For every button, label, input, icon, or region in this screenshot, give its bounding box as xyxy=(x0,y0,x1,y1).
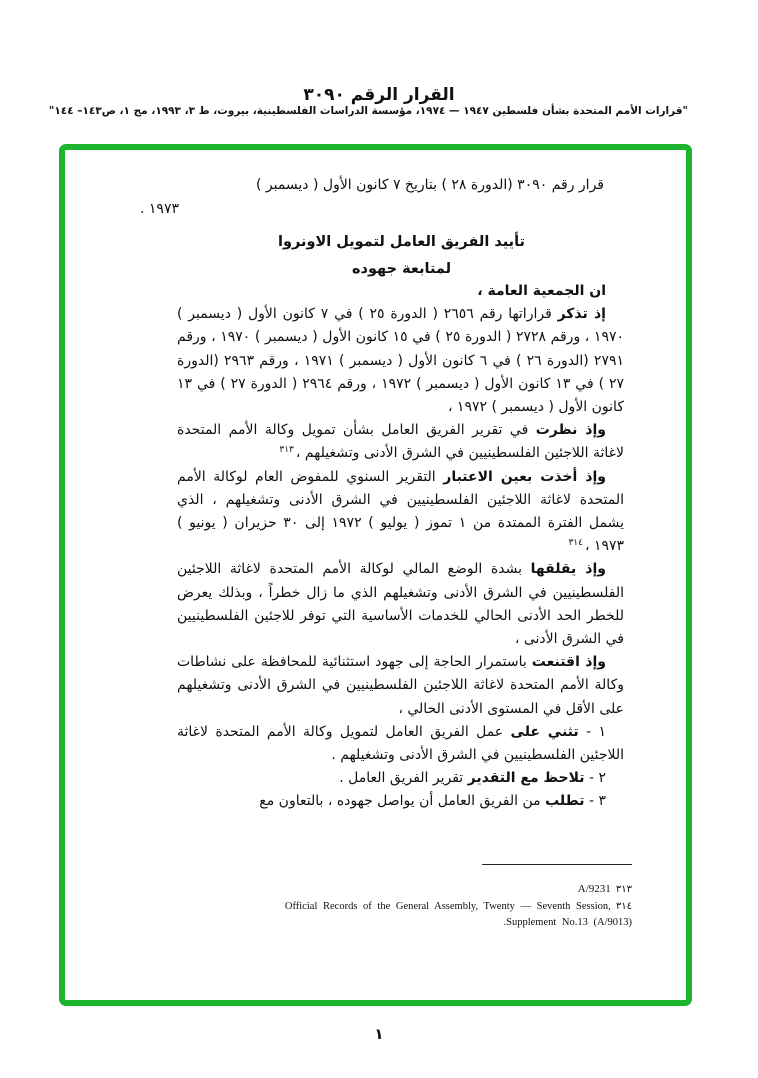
paragraph-lead: تلاحظ مع التقدير xyxy=(467,770,585,787)
footnote-313 xyxy=(282,877,632,896)
footnote-marker: ٣١٤ xyxy=(615,901,632,912)
body-paragraph xyxy=(177,721,624,767)
body-paragraph xyxy=(177,558,624,651)
footnote-separator xyxy=(482,864,632,865)
resolution-title-line1: تأييد الفريق العامل لتمويل الاونروا xyxy=(278,234,525,250)
paragraph-lead: إذ تذكر xyxy=(557,306,606,323)
body-paragraph xyxy=(177,790,624,813)
body-paragraph xyxy=(177,466,624,559)
resolution-heading-line1: قرار رقم ٣٠٩٠ (الدورة ٢٨ ) بتاريخ ٧ كانون الأول ( ديسمبر ) xyxy=(255,177,604,193)
paragraph-lead: وإذ نظرت xyxy=(535,422,606,439)
item-number: ١ - xyxy=(578,723,607,740)
paragraph-text: بشدة الوضع المالي لوكالة الأمم المتحدة لاغاثة اللاجئين الفلسطينيين في الشرق الأدنى وتشغيلهم الذي ما زال خطراً ، وبذلك يعرض للخطر الحد الأدنى الحالي للخدمات الأساسية التي توفر للاجئين الفلسطينيين في الشرق الأدنى ، xyxy=(177,561,624,648)
body-paragraph xyxy=(177,651,624,721)
paragraph-text: عمل الفريق العامل لتمويل وكالة الأمم المتحدة لاغاثة اللاجئين الفلسطينيين في الشرق الأدنى وتشغيلهم . xyxy=(177,723,624,764)
paragraph-lead: وإذ يقلقها xyxy=(530,561,606,578)
paragraph-text: قراراتها رقم ٢٦٥٦ ( الدورة ٢٥ ) في ٧ كانون الأول ( ديسمبر ) ١٩٧٠ ، ورقم ٢٧٢٨ ( الدورة ٢٥ ) في ١٥ كانون الأول ( ديسمبر ) ١٩٧٠ ، ورقم ٢٧٩١ (الدورة ٢٦ ) في ٦ كانون الأول ( ديسمبر ) ١٩٧١ ، ورقم ٢٩٦٣ (الدورة ٢٧ ) في ١٣ كانون الأول ( ديسمبر ) ١٩٧٢ ، ورقم ٢٩٦٤ ( الدورة ٢٧ ) في ١٣ كانون الأول ( ديسمبر ) ١٩٧٢ ، xyxy=(177,306,624,416)
paragraph-text: باستمرار الحاجة إلى جهود استثنائية للمحافظة على نشاطات وكالة الأمم المتحدة لاغاثة اللاجئين الفلسطينيين في الشرق الأدنى وتشغيلهم على الأقل في المستوى الأدنى الحالي ، xyxy=(177,654,624,717)
body-paragraph xyxy=(177,767,624,790)
body-paragraph xyxy=(177,303,624,419)
footnote-text: A/9231 xyxy=(577,883,611,895)
page-number: ١ xyxy=(374,1025,384,1043)
paragraph-text: من الفريق العامل أن يواصل جهوده ، بالتعاون مع xyxy=(259,793,546,810)
page-title: القرار الرقم ٣٠٩٠ xyxy=(303,85,455,106)
paragraph-lead: وإذ اقتنعت xyxy=(531,654,606,671)
item-number: ٣ - xyxy=(584,793,606,810)
footnote-ref: ٣١٤ xyxy=(568,537,583,548)
footnote-ref: ٣١٣ xyxy=(279,444,294,455)
footnotes-block xyxy=(282,864,632,931)
paragraph-lead: تثني على xyxy=(510,723,579,740)
paragraph-lead: وإذ أخذت بعين الاعتبار xyxy=(443,468,606,485)
body-paragraph xyxy=(177,419,624,465)
footnote-marker: ٣١٣ xyxy=(615,884,632,895)
paragraph-lead: ان الجمعية العامة ، xyxy=(477,283,606,299)
resolution-title-line2: لمتابعة جهوده xyxy=(351,261,452,277)
footnote-text: Official Records of the General Assembly, Twenty — Seventh Session, Supplement No.13 (A/9013). xyxy=(284,901,632,928)
source-citation: "قرارات الأمم المتحدة بشأن فلسطين ١٩٤٧ — ١٩٧٤، مؤسسة الدراسات الفلسطينية، بيروت، ط ٣، ١٩٩٣، مج ١، ص١٤٣– ١٤٤" xyxy=(48,105,688,117)
paragraph-lead: تطلب xyxy=(545,793,585,810)
footnote-314 xyxy=(282,898,632,929)
resolution-body xyxy=(177,280,624,814)
highlight-box xyxy=(59,144,692,1006)
resolution-heading-line2: ١٩٧٣ . xyxy=(140,201,179,217)
item-number: ٢ - xyxy=(584,770,606,787)
paragraph-text: في تقرير الفريق العامل بشأن تمويل وكالة الأمم المتحدة لاغاثة اللاجئين الفلسطينيين في الشرق الأدنى وتشغيلهم ، xyxy=(177,422,624,462)
resolution-heading xyxy=(138,173,626,221)
paragraph-text: تقرير الفريق العامل . xyxy=(339,770,468,787)
paragraph-text: التقرير السنوي للمفوض العام لوكالة الأمم المتحدة لاغاثة اللاجئين الفلسطينيين في الشرق الأدنى وتشغيلهم ، الذي يشمل الفترة الممتدة من ١ تموز ( يوليو ) ١٩٧٢ إلى ٣٠ حزيران ( يونيو ) ١٩٧٣ ، xyxy=(177,468,624,555)
resolution-title xyxy=(177,229,626,283)
body-paragraph xyxy=(177,280,624,303)
